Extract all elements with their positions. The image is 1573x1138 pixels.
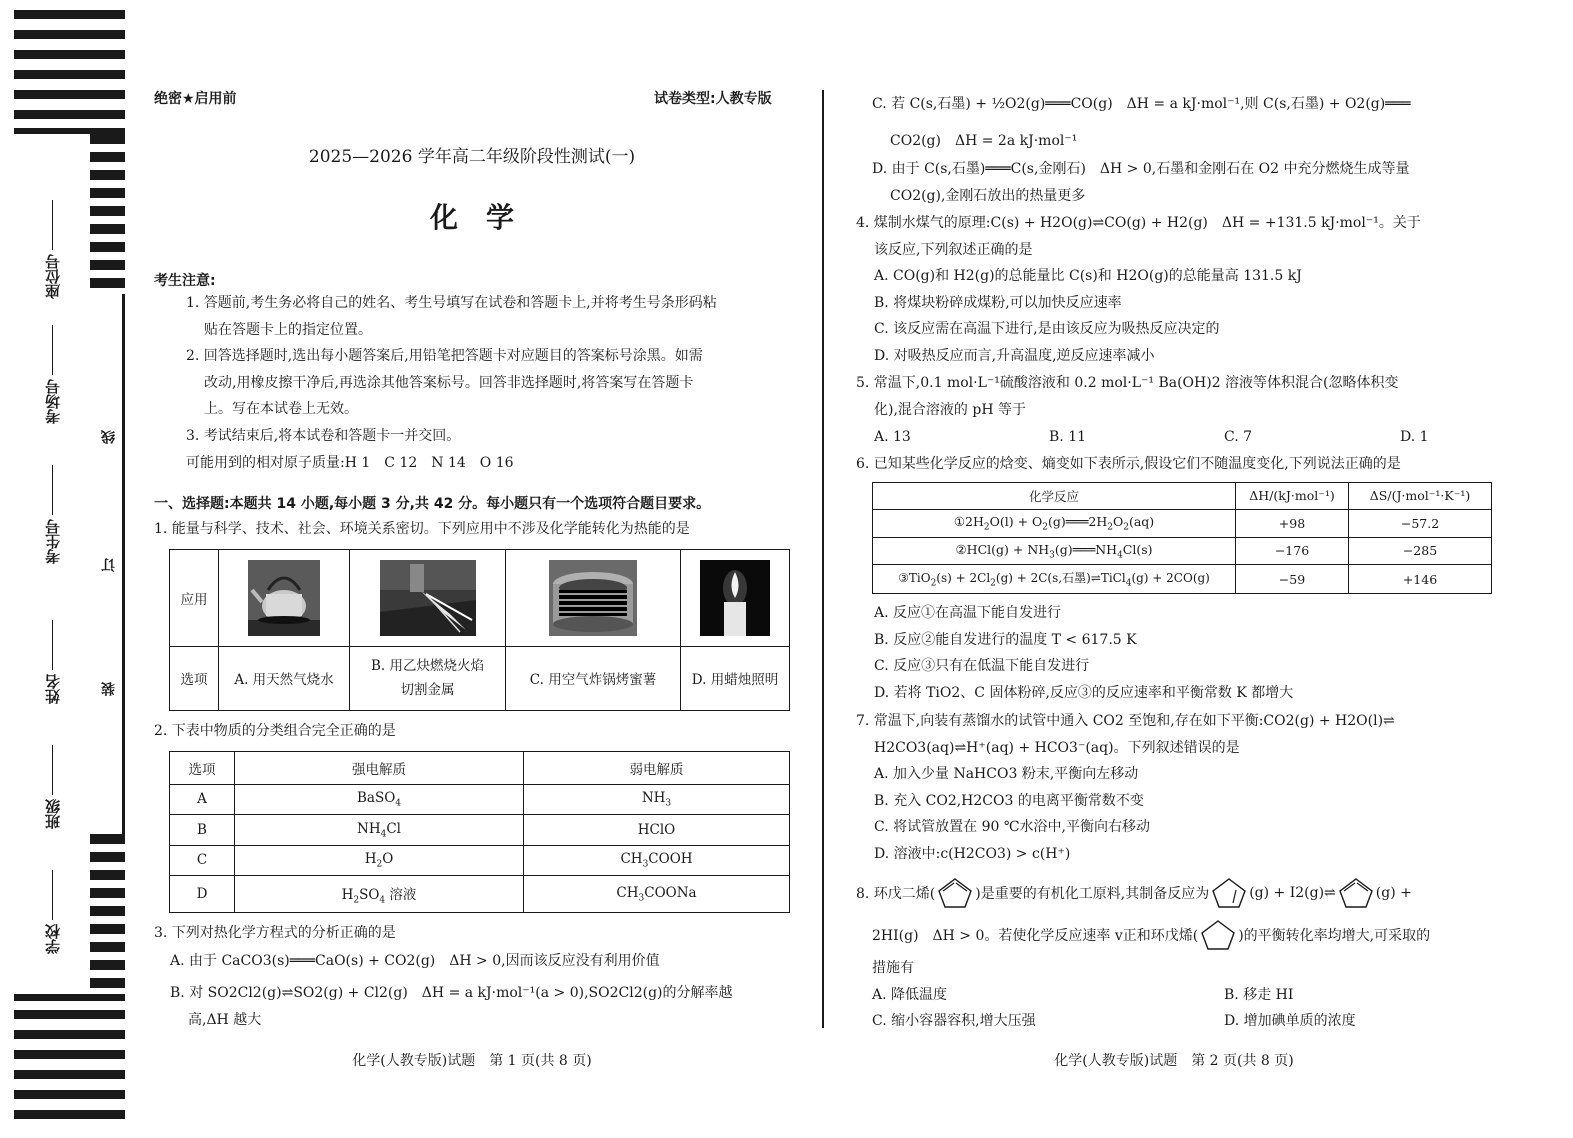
q6-cell: −285	[1349, 537, 1492, 565]
notice-line: 可能用到的相对原子质量:H 1 C 12 N 14 O 16	[186, 454, 514, 471]
q1-row-label: 应用	[170, 550, 219, 647]
q3-option-d-cont: CO2(g),金刚石放出的热量更多	[890, 188, 1086, 204]
q1-option-d: D. 用蜡烛照明	[681, 646, 790, 710]
q8-option-b: B. 移走 HI	[1224, 987, 1294, 1003]
q8-text: 8. 环戊二烯(	[856, 886, 936, 902]
q7-option-b: B. 充入 CO2,H2CO3 的电离平衡常数不变	[874, 792, 1144, 809]
cyclopentadiene-product-structure	[1336, 876, 1376, 910]
notice-title: 考生注意:	[154, 273, 216, 289]
air-fryer-image	[549, 560, 637, 636]
q7-option-a: A. 加入少量 NaHCO3 粉末,平衡向左移动	[874, 766, 1139, 783]
school-label: 学校	[46, 870, 61, 954]
q3-option-a: A. 由于 CaCO3(s)═══CaO(s) + CO2(g) ΔH > 0,因而该反应没有利用价值	[170, 953, 660, 969]
q1-stem: 1. 能量与科学、技术、社会、环境关系密切。下列应用中不涉及化学能转化为热能的是	[154, 521, 690, 537]
q8-option-a: A. 降低温度	[872, 987, 948, 1003]
q2-cell: D	[170, 876, 235, 913]
q6-options	[874, 600, 1293, 706]
notice-line: 2. 回答选择题时,选出每小题答案后,用铅笔把答题卡对应题目的答案标号涂黑。如需	[186, 348, 703, 365]
q4-block	[856, 210, 1421, 370]
table-row	[170, 815, 790, 846]
q8-text: (g) + I2(g)⇌	[1249, 885, 1336, 901]
q2-cell: C	[170, 845, 235, 876]
q3-stem: 3. 下列对热化学方程式的分析正确的是	[154, 925, 396, 941]
q7-stem: 7. 常温下,向装有蒸馏水的试管中通入 CO2 至饱和,存在如下平衡:CO2(g) + H2O(l)⇌	[856, 713, 1395, 729]
q4-option-c: C. 该反应需在高温下进行,是由该反应为吸热反应决定的	[874, 321, 1220, 338]
q6-cell: ②HCl(g) + $NH_3(g)═══NH_4Cl(s)$	[873, 537, 1236, 565]
paper-type: 试卷类型:人教专版	[654, 91, 772, 107]
q6-option-a: A. 反应①在高温下能自发进行	[874, 605, 1062, 621]
q7-option-d: D. 溶液中:c(H2CO3) > c(H⁺)	[874, 845, 1071, 862]
q6-cell: +146	[1349, 565, 1492, 594]
q7-option-c: C. 将试管放置在 90 ℃水浴中,平衡向右移动	[874, 819, 1150, 836]
q5-stem-cont: 化),混合溶液的 pH 等于	[874, 402, 1026, 418]
cyclopentene-structure	[1209, 876, 1249, 910]
q3-option-b-cont: 高,ΔH 越大	[188, 1012, 262, 1028]
q2-stem: 2. 下表中物质的分类组合完全正确的是	[154, 723, 396, 739]
table-row	[170, 845, 790, 876]
q4-option-d: D. 对吸热反应而言,升高温度,逆反应速率减小	[874, 347, 1155, 364]
q8-text: )的平衡转化率均增大,可采取的	[1238, 928, 1431, 944]
q3-option-d: D. 由于 C(s,石墨)═══C(s,金刚石) ΔH > 0,石墨和金刚石在 O2 中充分燃烧生成等量	[872, 161, 1410, 177]
q7-block	[856, 708, 1395, 868]
q6-header: ΔH/(kJ·mol⁻¹)	[1236, 483, 1349, 510]
section-heading: 一、选择题:本题共 14 小题,每小题 3 分,共 42 分。每小题只有一个选项符合题目要求。	[154, 496, 711, 512]
q5-option-b: B. 11	[1049, 429, 1087, 445]
q7-stem-cont: H2CO3(aq)⇌H⁺(aq) + HCO3⁻(aq)。下列叙述错误的是	[874, 739, 1240, 756]
q2-table	[169, 751, 790, 913]
q2-cell: $H_2O$	[235, 845, 524, 876]
q8-text: 2HI(g) ΔH > 0。若使化学反应速率 v正和环戊烯(	[872, 928, 1199, 944]
cyclopentadiene-structure	[935, 876, 975, 910]
q2-cell: A	[170, 784, 235, 815]
class-label: 班级	[46, 745, 61, 829]
q6-stem: 6. 已知某些化学反应的焓变、熵变如下表所示,假设它们不随温度变化,下列说法正确的是	[856, 456, 1401, 472]
table-row	[170, 784, 790, 815]
q2-cell: B	[170, 815, 235, 846]
q6-cell: $①2H_2O(l)$ + $O_2(g)═══2H_2O_2(aq)$	[873, 509, 1236, 537]
q6-cell: −176	[1236, 537, 1349, 565]
notice-line: 1. 答题前,考生务必将自己的姓名、考生号填写在试卷和答题卡上,并将考生号条形码粘	[186, 295, 717, 311]
q6-header: ΔS/(J·mol⁻¹·K⁻¹)	[1349, 483, 1492, 510]
exam-title: 2025—2026 学年高二年级阶段性测试(一)	[308, 147, 636, 167]
q1-option-a: A. 用天然气烧水	[219, 646, 350, 710]
q5-option-c: C. 7	[1224, 429, 1253, 445]
q8-text: )是重要的有机化工原料,其制备反应为	[975, 886, 1210, 902]
q1-option-c: C. 用空气炸锅烤蜜薯	[506, 646, 681, 710]
subject-title: 化 学	[429, 201, 514, 234]
q2-cell: $CH_3COONa$	[524, 876, 790, 913]
q8-option-c: C. 缩小容器容积,增大压强	[872, 1013, 1036, 1029]
page-divider	[822, 90, 824, 1028]
q2-cell: $NH_3$	[524, 784, 790, 815]
q8-line1	[856, 876, 1412, 910]
q4-option-a: A. CO(g)和 H2(g)的总能量比 C(s)和 H2O(g)的总能量高 131.5 kJ	[874, 268, 1302, 285]
q3-option-c-cont: CO2(g) ΔH = 2a kJ·mol⁻¹	[890, 133, 1078, 149]
right-footer: 化学(人教专版)试题 第 2 页(共 8 页)	[1054, 1053, 1294, 1069]
q1-row-label: 选项	[170, 646, 219, 710]
table-row	[873, 537, 1492, 565]
bind-mark-bind: 装	[101, 682, 117, 696]
notice-line: 上。写在本试卷上无效。	[204, 401, 358, 418]
q2-cell: HClO	[524, 815, 790, 846]
q8-text: (g) +	[1375, 885, 1412, 901]
q8-stem-cont: 措施有	[872, 960, 914, 976]
notice-line: 贴在答题卡上的指定位置。	[204, 321, 372, 338]
q3-option-c: C. 若 C(s,石墨) + ½O2(g)═══CO(g) ΔH = a kJ·mol⁻¹,则 C(s,石墨) + O2(g)═══	[872, 96, 1411, 112]
cyclopentene-structure-2	[1198, 918, 1238, 952]
exam-room-label: 考场号	[46, 325, 61, 424]
q6-cell: −57.2	[1349, 509, 1492, 537]
q8-line2	[872, 918, 1430, 952]
q2-header: 弱电解质	[524, 752, 790, 785]
seat-number-label: 座位号	[46, 200, 61, 299]
notice-line: 改动,用橡皮擦干净后,再选涂其他答案标号。回答非选择题时,将答案写在答题卡	[204, 374, 694, 391]
q6-table	[872, 482, 1492, 594]
q6-cell: −59	[1236, 565, 1349, 594]
name-label: 姓名	[46, 620, 61, 704]
q6-header: 化学反应	[873, 483, 1236, 510]
q3-option-b: B. 对 SO2Cl2(g)⇌SO2(g) + Cl2(g) ΔH = a kJ·mol⁻¹(a > 0),SO2Cl2(g)的分解率越	[170, 985, 733, 1001]
notice-line: 3. 考试结束后,将本试卷和答题卡一并交回。	[186, 427, 461, 444]
q1-table	[169, 549, 790, 711]
q4-option-b: B. 将煤块粉碎成煤粉,可以加快反应速率	[874, 294, 1122, 311]
bind-mark-line: 线	[101, 430, 117, 444]
table-row	[873, 565, 1492, 594]
q6-option-b: B. 反应②能自发进行的温度 T < 617.5 K	[874, 631, 1137, 648]
q2-cell: $NH_4Cl$	[235, 815, 524, 846]
candle-image	[700, 560, 770, 636]
q5-option-d: D. 1	[1400, 429, 1429, 445]
q5-stem: 5. 常温下,0.1 mol·L⁻¹硫酸溶液和 0.2 mol·L⁻¹ Ba(OH)2 溶液等体积混合(忽略体积变	[856, 375, 1399, 391]
table-row	[170, 876, 790, 913]
q6-option-d: D. 若将 TiO2、C 固体粉碎,反应③的反应速率和平衡常数 K 都增大	[874, 684, 1294, 701]
q5-option-a: A. 13	[874, 429, 911, 445]
q6-cell: ③TiO$_2$(s) + $2Cl_2(g) + 2C(s$,石墨)⇌TiCl$_4$(g) + 2CO(g)	[873, 565, 1236, 594]
q2-cell: $H_2SO_4$ 溶液	[235, 876, 524, 913]
q4-stem: 4. 煤制水煤气的原理:C(s) + H2O(g)⇌CO(g) + H2(g) ΔH = +131.5 kJ·mol⁻¹。关于	[856, 215, 1421, 231]
table-row	[873, 509, 1492, 537]
candidate-number-label: 考生号	[46, 465, 61, 564]
q4-stem-cont: 该反应,下列叙述正确的是	[874, 241, 1033, 258]
notice-list	[186, 290, 717, 476]
kettle-image	[248, 560, 320, 636]
q2-cell: BaSO$_4$	[235, 784, 524, 815]
q2-header: 选项	[170, 752, 235, 785]
q6-option-c: C. 反应③只有在低温下能自发进行	[874, 658, 1090, 675]
secret-mark: 绝密★启用前	[154, 91, 237, 107]
left-footer: 化学(人教专版)试题 第 1 页(共 8 页)	[352, 1053, 592, 1069]
q6-cell: +98	[1236, 509, 1349, 537]
q1-option-b: B. 用乙炔燃烧火焰 切割金属	[350, 646, 506, 710]
welding-image	[380, 560, 476, 636]
q8-option-d: D. 增加碘单质的浓度	[1224, 1013, 1356, 1029]
q2-header: 强电解质	[235, 752, 524, 785]
q2-cell: $CH_3COOH$	[524, 845, 790, 876]
bind-mark-staple: 订	[101, 558, 117, 572]
